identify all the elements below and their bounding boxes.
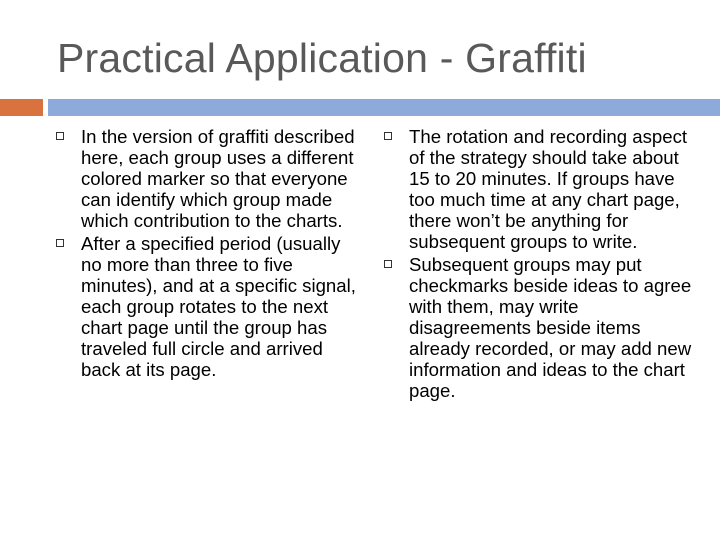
slide-title: Practical Application - Graffiti	[57, 35, 587, 81]
bullet-text: After a specified period (usually no more than three to five minutes), and at a specific signal, each group rotates to the next chart page until the group has traveled full circle and arrived back at its page.	[81, 233, 356, 380]
bullet-item	[383, 254, 698, 401]
bullet-item	[55, 126, 360, 231]
left-column	[55, 126, 360, 380]
square-bullet-icon	[384, 132, 392, 140]
square-bullet-icon	[56, 132, 64, 140]
square-bullet-icon	[56, 239, 64, 247]
bullet-item	[55, 233, 360, 380]
bullet-text: The rotation and recording aspect of the strategy should take about 15 to 20 minutes. If groups have too much time at any chart page, there won’t be anything for subsequent groups to write.	[409, 126, 688, 252]
title-underline-bar	[48, 99, 720, 116]
title-accent-bar	[0, 99, 43, 116]
right-column	[383, 126, 698, 401]
bullet-item	[383, 126, 698, 252]
bullet-text: Subsequent groups may put checkmarks beside ideas to agree with them, may write disagreements beside items already recorded, or may add new information and ideas to the chart page.	[409, 254, 692, 401]
square-bullet-icon	[384, 260, 392, 268]
bullet-text: In the version of graffiti described here, each group uses a different colored marker so that everyone can identify which group made which contribution to the charts.	[81, 126, 355, 231]
